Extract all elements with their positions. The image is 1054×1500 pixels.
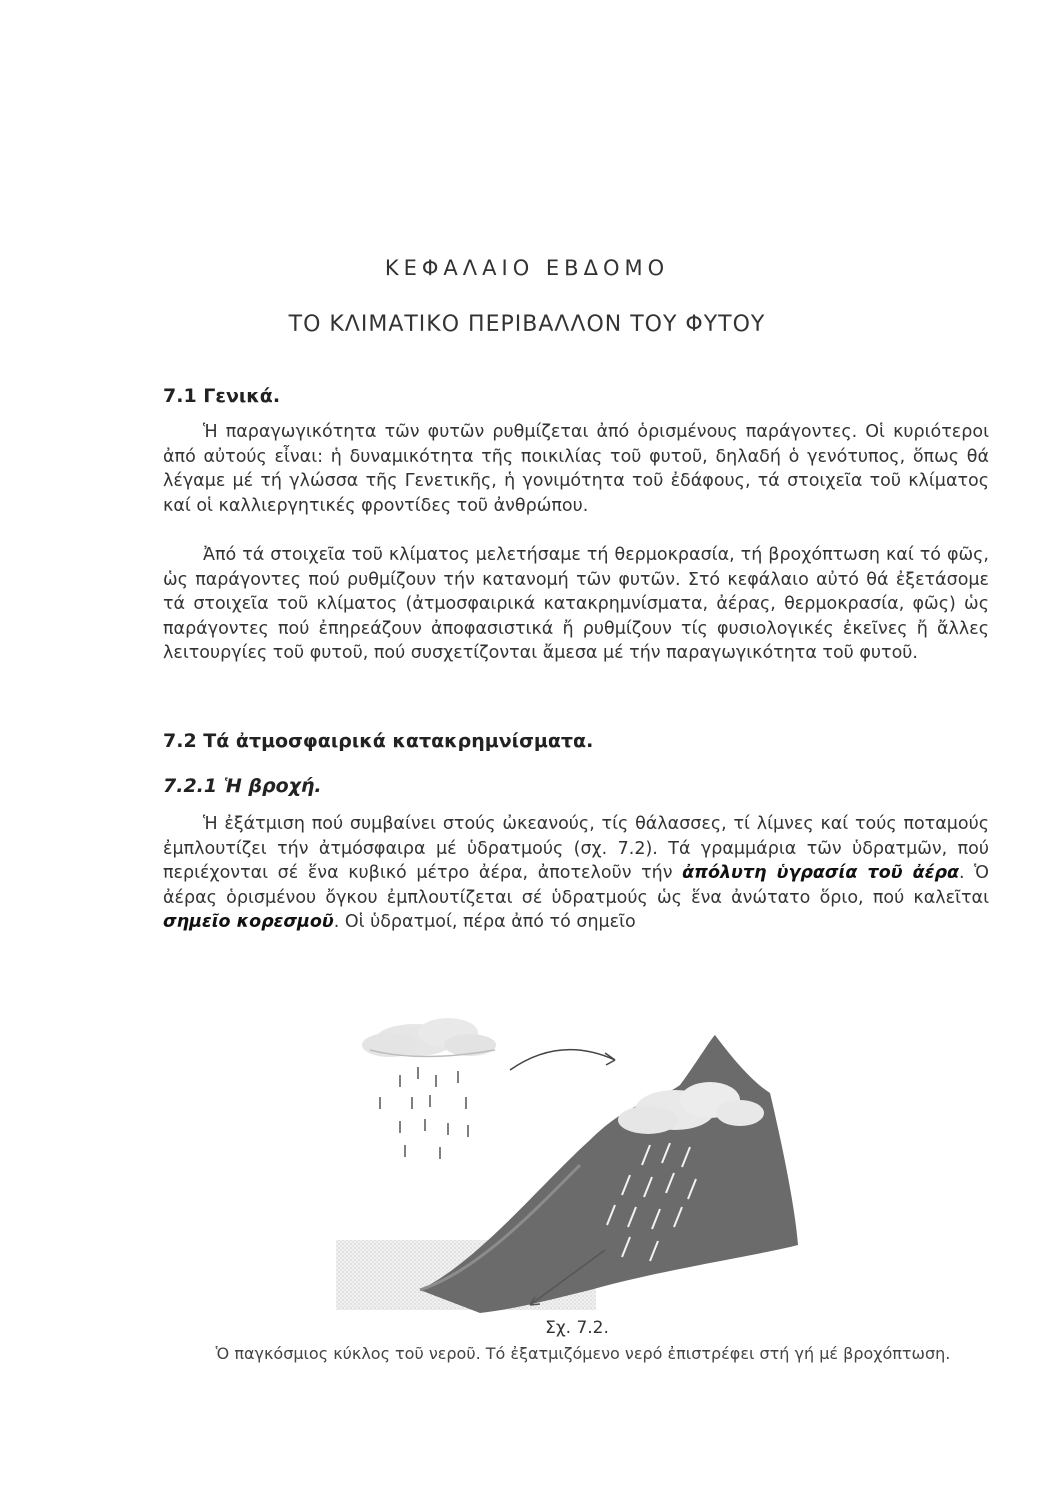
paragraph-rain-text-c: . Οἱ ὑδρατμοί, πέρα ἀπό τό σημεῖο [333,912,636,932]
paragraph-rain-text-b: . Ὁ ἀέρας ὁρισμένου ὄγκου ἐμπλουτίζεται σέ ὑδρατμούς ὡς ἕνα ἀνώτατο ὅριο, πού καλεῖται [163,863,990,908]
subsection-heading-7-2-1: 7.2.1 Ἡ βροχή. [163,775,322,797]
chapter-label: ΚΕΦΑΛΑΙΟ ΕΒΔΟΜΟ [384,256,670,280]
figure-number: Σχ. 7.2. [545,1318,609,1338]
mountain-shape [420,1035,798,1313]
term-saturation-point: σημεῖο κορεσμοῦ [163,912,334,932]
transport-arrow [510,1050,615,1070]
water-cycle-figure [330,1015,810,1320]
cloud-left [362,1018,496,1057]
paragraph-general-2-text: Ἀπό τά στοιχεῖα τοῦ κλίματος μελετήσαμε τή θερμοκρασία, τή βροχόπτωση καί τό φῶς, ὡς παράγοντες πού ρυθμίζουν τήν κατανομή τῶν φυτῶν. Στό κεφάλαιο αὐτό θά ἐξετάσομε τά στοιχεῖα τοῦ κλίματος (ἀτμοσφαιρικά κατακρημνίσματα, ἀέρας, θερμοκρασία, φῶς) ὡς παράγοντες πού ἐπηρεάζουν ἀποφασιστικά ἤ ρυθμίζουν τίς φυσιολογικές ἐκεῖνες ἤ ἄλλες λειτουργίες τοῦ φυτοῦ, πού συσχετίζονται ἄμεσα μέ τήν παραγωγικότητα τοῦ φυτοῦ. [163,545,989,663]
figure-caption: Ὁ παγκόσμιος κύκλος τοῦ νεροῦ. Τό ἐξατμιζόμενο νερό ἐπιστρέφει στή γή μέ βροχόπτωση. [215,1344,951,1363]
paragraph-rain-text-a: Ἡ ἐξάτμιση πού συμβαίνει στούς ὠκεανούς, τίς θάλασσες, τί λίμνες καί τούς ποταμούς ἐμπλουτίζει τήν ἀτμόσφαιρα μέ ὑδρατμούς (σχ. 7.2). Τά γραμμάρια τῶν ὑδρατμῶν, πού περιέχονται σέ ἕνα κυβικό μέτρο ἀέρα, ἀποτελοῦν τήν [163,814,989,883]
paragraph-general-1-text: Ἡ παραγωγικότητα τῶν φυτῶν ρυθμίζεται ἀπό ὁρισμένους παράγοντες. Οἱ κυριότεροι ἀπό αὐτούς εἶναι: ἡ δυναμικότητα τῆς ποικιλίας τοῦ φυτοῦ, δηλαδή ὁ γενότυπος, ὅπως θά λέγαμε μέ τή γλώσσα τῆς Γενετικῆς, ἡ γονιμότητα τοῦ ἐδάφους, τά στοιχεῖα τοῦ κλίματος καί οἱ καλλιεργητικές φροντίδες τοῦ ἀνθρώπου. [163,422,989,516]
transport-arrow-head [605,1053,615,1065]
section-heading-7-1: 7.1 Γενικά. [163,385,281,407]
term-absolute-humidity: ἀπόλυτη ὑγρασία τοῦ ἀέρα [682,863,959,883]
evaporation-arrows [380,1067,468,1159]
paragraph-rain [163,812,989,935]
section-heading-7-2: 7.2 Τά ἀτμοσφαιρικά κατακρημνίσματα. [163,730,594,752]
paragraph-general-2 [163,543,989,666]
chapter-title: ΤΟ ΚΛΙΜΑΤΙΚΟ ΠΕΡΙΒΑΛΛΟΝ ΤΟΥ ΦΥΤΟΥ [288,312,766,337]
paragraph-general-1 [163,420,989,518]
